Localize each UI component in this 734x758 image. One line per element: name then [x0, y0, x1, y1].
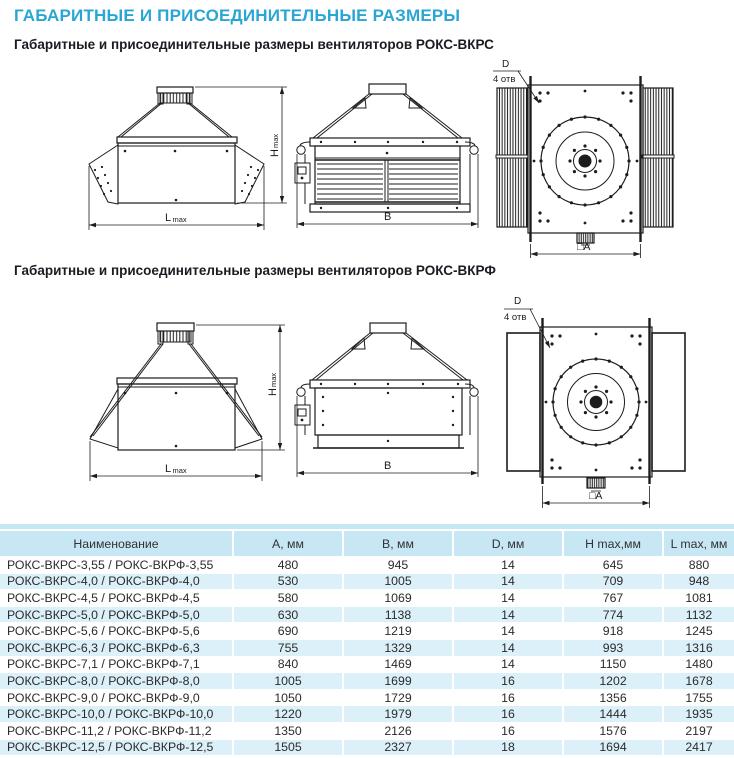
dimension-cell: 840 — [233, 656, 343, 673]
dimension-cell: 14 — [453, 623, 563, 640]
fan-name-cell: РОКС-ВКРС-8,0 / РОКС-ВКРФ-8,0 — [0, 673, 233, 690]
b-label: B — [384, 460, 392, 472]
table-row — [0, 689, 734, 706]
dimension-cell: 14 — [453, 606, 563, 623]
hmax-label: H — [267, 388, 279, 396]
table-row — [0, 623, 734, 640]
dimension-cell: 1576 — [563, 722, 663, 739]
dimension-cell: 1729 — [343, 689, 453, 706]
dimension-cell: 880 — [663, 557, 734, 574]
fan-body — [313, 388, 464, 448]
lifting-bracket-right — [465, 384, 478, 435]
impeller — [539, 115, 630, 206]
hmax-label: H — [269, 149, 281, 157]
section-title-vkrf: Габаритные и присоединительные размеры вентиляторов РОКС-ВКРФ — [14, 263, 496, 278]
dimension-cell: 709 — [563, 573, 663, 590]
a-dimension — [531, 241, 641, 258]
dimension-cell: 1245 — [663, 623, 734, 640]
dimension-cell: 918 — [563, 623, 663, 640]
a-square-label: □A — [577, 241, 591, 253]
dimension-cell: 1005 — [343, 573, 453, 590]
dimension-cell: 630 — [233, 606, 343, 623]
dimension-cell: 2417 — [663, 739, 734, 756]
vkrf-side-view-drawing — [293, 293, 493, 513]
vkrf-front-view-drawing — [15, 293, 295, 513]
page-title: ГАБАРИТНЫЕ И ПРИСОЕДИНИТЕЛЬНЫЕ РАЗМЕРЫ — [14, 6, 461, 25]
table-body — [0, 557, 734, 756]
dimension-cell: 1329 — [343, 639, 453, 656]
table-top-strip — [0, 524, 734, 531]
dimension-cell: 580 — [233, 590, 343, 607]
dimension-cell: 2126 — [343, 722, 453, 739]
louver-block-left — [496, 88, 528, 227]
table-header-row — [0, 531, 734, 557]
table-row — [0, 606, 734, 623]
fan-name-cell: РОКС-ВКРС-9,0 / РОКС-ВКРФ-9,0 — [0, 689, 233, 706]
table-header-cell: В, мм — [343, 531, 453, 557]
dimensions-table-section — [0, 524, 734, 756]
dimension-cell: 1480 — [663, 656, 734, 673]
fan-hood — [117, 103, 237, 143]
fan-body — [118, 143, 235, 203]
table-row — [0, 673, 734, 690]
fan-name-cell: РОКС-ВКРС-10,0 / РОКС-ВКРФ-10,0 — [0, 706, 233, 723]
hmax-dimension — [195, 87, 287, 203]
dimension-cell: 1444 — [563, 706, 663, 723]
a-square-label: □A — [589, 490, 603, 502]
dimension-cell: 1350 — [233, 722, 343, 739]
hood-tab-right — [409, 98, 422, 108]
fan-body-louvers — [315, 146, 460, 204]
outlet-cap — [370, 323, 406, 333]
fan-hood — [310, 94, 470, 146]
lmax-sub-label: max — [172, 466, 187, 475]
dimension-cell: 993 — [563, 639, 663, 656]
dimension-cell: 1699 — [343, 673, 453, 690]
hmax-sub-label: max — [271, 133, 280, 148]
dimension-cell: 1979 — [343, 706, 453, 723]
fan-body — [118, 384, 235, 450]
vkrs-front-view-drawing — [15, 58, 295, 253]
dimensions-table — [0, 531, 734, 756]
fan-name-cell: РОКС-ВКРС-3,55 / РОКС-ВКРФ-3,55 — [0, 557, 233, 574]
dimension-cell: 14 — [453, 573, 563, 590]
vkrs-side-view-drawing — [293, 58, 493, 253]
dimension-cell: 18 — [453, 739, 563, 756]
table-header-cell: L max, мм — [663, 531, 734, 557]
hmax-sub-label: max — [269, 372, 278, 387]
lmax-label: L — [165, 212, 172, 224]
hood-tab-left — [352, 338, 365, 349]
dimension-cell: 1678 — [663, 673, 734, 690]
dimension-cell: 1935 — [663, 706, 734, 723]
dimension-cell: 16 — [453, 722, 563, 739]
hood-tab-left — [353, 98, 366, 108]
table-row — [0, 722, 734, 739]
dimension-cell: 16 — [453, 673, 563, 690]
table-row — [0, 739, 734, 756]
dimension-cell: 16 — [453, 706, 563, 723]
d-label: D — [502, 59, 510, 70]
dimension-cell: 1132 — [663, 606, 734, 623]
dimension-cell: 645 — [563, 557, 663, 574]
side-panel-right — [652, 333, 685, 471]
dimension-cell: 2327 — [343, 739, 453, 756]
table-head — [0, 531, 734, 557]
fan-name-cell: РОКС-ВКРС-4,5 / РОКС-ВКРФ-4,5 — [0, 590, 233, 607]
impeller — [551, 357, 640, 446]
dimension-cell: 1356 — [563, 689, 663, 706]
table-row — [0, 639, 734, 656]
table-row — [0, 557, 734, 574]
fan-name-cell: РОКС-ВКРС-4,0 / РОКС-ВКРФ-4,0 — [0, 573, 233, 590]
table-row — [0, 590, 734, 607]
b-dimension — [297, 396, 478, 477]
dimension-cell: 530 — [233, 573, 343, 590]
dimension-cell: 1505 — [233, 739, 343, 756]
dimension-cell: 1220 — [233, 706, 343, 723]
lifting-bracket-right — [465, 142, 478, 204]
dimension-cell: 1219 — [343, 623, 453, 640]
section-title-vkrs: Габаритные и присоединительные размеры вентиляторов РОКС-ВКРС — [14, 37, 494, 52]
b-label: B — [384, 211, 392, 223]
dimension-cell: 1081 — [663, 590, 734, 607]
fan-hood — [310, 333, 470, 388]
dimension-cell: 480 — [233, 557, 343, 574]
table-row — [0, 573, 734, 590]
outlet-cap — [157, 87, 193, 104]
table-header-cell: Н max,мм — [563, 531, 663, 557]
dimension-cell: 774 — [563, 606, 663, 623]
dimension-cell: 1069 — [343, 590, 453, 607]
dimension-cell: 14 — [453, 557, 563, 574]
table-row — [0, 706, 734, 723]
holes-label: 4 отв — [493, 74, 516, 85]
dimension-cell: 16 — [453, 689, 563, 706]
dimension-cell: 1694 — [563, 739, 663, 756]
dimension-cell: 1202 — [563, 673, 663, 690]
dimension-cell: 755 — [233, 639, 343, 656]
hood-tab-right — [411, 338, 424, 349]
side-panel-left — [507, 333, 540, 471]
fan-name-cell: РОКС-ВКРС-5,6 / РОКС-ВКРФ-5,6 — [0, 623, 233, 640]
d-label: D — [514, 296, 522, 307]
fan-name-cell: РОКС-ВКРС-11,2 / РОКС-ВКРФ-11,2 — [0, 722, 233, 739]
dimension-cell: 690 — [233, 623, 343, 640]
holes-label: 4 отв — [504, 312, 527, 323]
dimension-cell: 14 — [453, 639, 563, 656]
dimension-cell: 1755 — [663, 689, 734, 706]
lmax-label: L — [165, 463, 172, 475]
fan-name-cell: РОКС-ВКРС-5,0 / РОКС-ВКРФ-5,0 — [0, 606, 233, 623]
vkrf-top-view-drawing — [490, 290, 730, 522]
side-flap-right — [235, 145, 264, 204]
dimension-cell: 2197 — [663, 722, 734, 739]
table-row — [0, 656, 734, 673]
dimension-cell: 945 — [343, 557, 453, 574]
vkrs-top-view-drawing — [490, 52, 730, 264]
lmax-sub-label: max — [172, 215, 187, 224]
outlet-cap — [157, 323, 194, 344]
table-header-cell: D, мм — [453, 531, 563, 557]
dimension-cell: 948 — [663, 573, 734, 590]
dimension-cell: 1469 — [343, 656, 453, 673]
dimension-cell: 1005 — [233, 673, 343, 690]
dimension-cell: 767 — [563, 590, 663, 607]
louver-block-right — [642, 88, 674, 227]
fan-name-cell: РОКС-ВКРС-6,3 / РОКС-ВКРФ-6,3 — [0, 639, 233, 656]
outlet-cap — [369, 84, 406, 94]
dimension-cell: 1316 — [663, 639, 734, 656]
side-flap-left — [89, 145, 118, 204]
table-header-cell: А, мм — [233, 531, 343, 557]
lmax-dimension — [89, 166, 264, 230]
dimension-cell: 14 — [453, 590, 563, 607]
dimension-cell: 1150 — [563, 656, 663, 673]
dimension-cell: 1050 — [233, 689, 343, 706]
a-dimension — [543, 486, 650, 508]
dimension-cell: 14 — [453, 656, 563, 673]
table-header-cell: Наименование — [0, 531, 233, 557]
fan-name-cell: РОКС-ВКРС-7,1 / РОКС-ВКРФ-7,1 — [0, 656, 233, 673]
fan-name-cell: РОКС-ВКРС-12,5 / РОКС-ВКРФ-12,5 — [0, 739, 233, 756]
dimension-cell: 1138 — [343, 606, 453, 623]
